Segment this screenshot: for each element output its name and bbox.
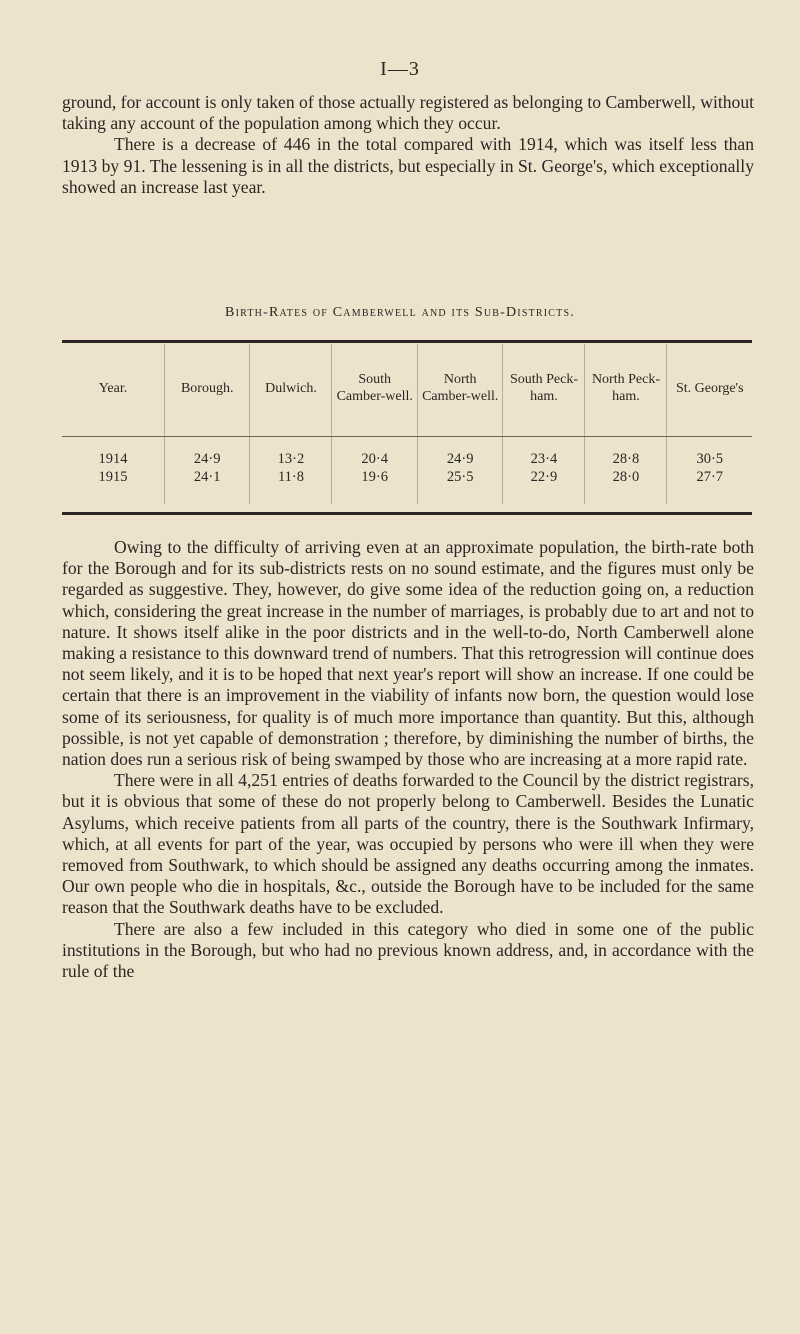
table-cell: 24·9 (164, 432, 250, 468)
table-cell: 20·4 (332, 432, 418, 468)
paragraph: Owing to the difficulty of arriving even at an approximate population, the birth-rate both for the Borough and for its sub-districts rests on no sound estimate, and the figures must only be regarded as suggestive. They, however, do give some idea of the reduction going on, a reduction which, considering the great increase in the number of marriages, is probably due to art and not to nature. It shows itself alike in the poor districts and in the well-to-do, North Camberwell alone making a resistance to this downward trend of numbers. That this retrogression will continue does not seem likely, and it is to be hoped that next year's report will show an increase. If one could be certain that there is an improvement in the viability of infants now born, the question would lose some of its seriousness, for quality is of much more importance than quantity. But this, although possible, is not yet capable of demonstration ; therefore, by diminishing the number of births, the nation does run a serious risk of being swamped by those who are increasing at a more rapid rate. (62, 537, 754, 770)
table-cell: 22·9 (503, 468, 585, 504)
table-cell: 13·2 (250, 432, 332, 468)
table-cell: 27·7 (667, 468, 752, 504)
column-header: South Camber-well. (332, 344, 418, 432)
table-cell: 19·6 (332, 468, 418, 504)
page-number: I—3 (380, 58, 420, 80)
table-top-rule (62, 340, 752, 343)
column-header: St. George's (667, 344, 752, 432)
body-text (62, 537, 754, 982)
table-header-rule (62, 436, 752, 437)
column-header: Borough. (164, 344, 250, 432)
table-cell: 1914 (98, 450, 128, 467)
column-header: North Camber-well. (417, 344, 503, 432)
table-cell: 28·8 (585, 432, 667, 468)
column-header: Year. (98, 380, 128, 396)
table-header-row (62, 344, 752, 432)
table-caption: Birth-Rates of Camberwell and its Sub-Districts. (225, 305, 575, 320)
table-cell: 23·4 (503, 432, 585, 468)
table-cell: 24·9 (417, 432, 503, 468)
birth-rates-table (62, 344, 752, 504)
table-cell: 25·5 (417, 468, 503, 504)
table-cell: 28·0 (585, 468, 667, 504)
paragraph: There is a decrease of 446 in the total compared with 1914, which was itself less than 1913 by 91. The lessening is in all the districts, but especially in St. George's, which exceptionally showed an increase last year. (62, 134, 754, 197)
column-header: Dulwich. (250, 344, 332, 432)
table-row (62, 468, 752, 504)
table-row (62, 432, 752, 468)
paragraph: There were in all 4,251 entries of deaths forwarded to the Council by the district registrars, but it is obvious that some of these do not properly belong to Camberwell. Besides the Lunatic Asylums, which receive patients from all parts of the country, there is the Southwark Infirmary, which, at all events for part of the year, was occupied by persons who were ill when they were removed from Southwark, to which should be assigned any deaths occurring among the inmates. Our own people who die in hospitals, &c., outside the Borough have to be included for the same reason that the Southwark deaths have to be excluded. (62, 770, 754, 918)
table-cell: 24·1 (164, 468, 250, 504)
table-cell: 30·5 (667, 432, 752, 468)
paragraph: There are also a few included in this category who died in some one of the public institutions in the Borough, but who had no previous known address, and, in accordance with the rule of the (62, 918, 754, 982)
table-cell: 1915 (98, 468, 128, 485)
column-header: South Peck-ham. (503, 344, 585, 432)
table-cell: 11·8 (250, 468, 332, 504)
intro-text (62, 92, 754, 198)
table-bottom-rule (62, 512, 752, 515)
column-header: North Peck-ham. (585, 344, 667, 432)
paragraph: ground, for account is only taken of those actually registered as belonging to Camberwell, without taking any account of the population among which they occur. (62, 92, 754, 134)
